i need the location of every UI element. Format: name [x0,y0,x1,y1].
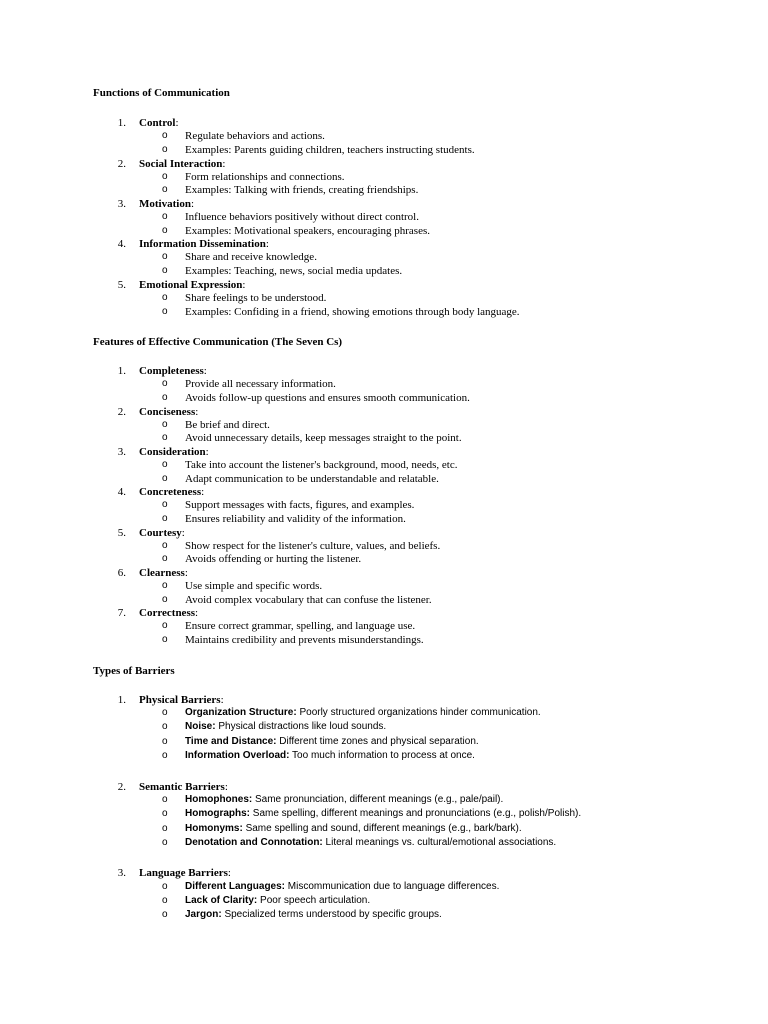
item-label: Semantic Barriers [139,781,225,793]
list-item-heading [139,866,231,880]
sub-item [185,894,370,908]
sub-item-text: Poorly structured organizations hinder communication. [296,707,541,718]
item-suffix: : [265,238,269,250]
item-suffix: : [190,198,195,210]
hollow-bullet-icon: o [162,580,168,591]
list-number: 3. [117,867,126,879]
hollow-bullet-icon: o [162,473,168,484]
list-number: 1. [117,117,126,129]
hollow-bullet-icon: o [162,144,168,155]
sub-item: Share feelings to be understood. [185,292,327,304]
item-label: Concreteness [139,486,202,498]
item-label: Social Interaction [139,158,223,170]
sub-item-term: Different Languages: [185,881,286,892]
hollow-bullet-icon: o [162,265,168,276]
hollow-bullet-icon: o [162,794,168,805]
sub-item-text: Same spelling, different meanings and pronunciations (e.g., polish/Polish). [250,808,582,819]
hollow-bullet-icon: o [162,721,168,732]
hollow-bullet-icon: o [162,306,168,317]
hollow-bullet-icon: o [162,459,168,470]
sub-item-term: Homonyms: [185,823,243,834]
hollow-bullet-icon: o [162,130,168,141]
item-label: Courtesy [139,527,182,539]
hollow-bullet-icon: o [162,881,168,892]
item-suffix: : [195,406,199,418]
list-item-heading [139,780,228,794]
sub-item: Provide all necessary information. [185,378,336,390]
hollow-bullet-icon: o [162,432,168,443]
sub-item: Adapt communication to be understandable and relatable. [185,473,439,485]
list-item-heading [139,526,185,540]
list-number: 2. [117,158,126,170]
item-label: Information Dissemination [139,238,266,250]
list-number: 6. [117,567,126,579]
list-number: 3. [117,446,126,458]
hollow-bullet-icon: o [162,251,168,262]
list-number: 2. [117,781,126,793]
sub-item: Ensures reliability and validity of the information. [185,513,406,525]
sub-item-term: Homophones: [185,794,253,805]
sub-item-text: Miscommunication due to language differences. [285,881,500,892]
hollow-bullet-icon: o [162,620,168,631]
item-suffix: : [205,446,209,458]
sub-item: Take into account the listener's background, mood, needs, etc. [185,459,458,471]
hollow-bullet-icon: o [162,553,168,564]
list-number: 7. [117,607,126,619]
hollow-bullet-icon: o [162,808,168,819]
sub-item [185,720,386,734]
item-label: Language Barriers [139,867,228,879]
list-item-heading [139,405,198,419]
hollow-bullet-icon: o [162,225,168,236]
item-suffix: : [224,781,228,793]
sub-item-term: Denotation and Connotation: [185,837,323,848]
item-suffix: : [227,867,231,879]
item-label: Clearness [139,567,185,579]
hollow-bullet-icon: o [162,594,168,605]
item-label: Correctness [139,607,195,619]
list-item-heading [139,278,245,292]
item-suffix: : [203,365,207,377]
sub-item [185,880,499,894]
item-label: Consideration [139,446,206,458]
list-number: 3. [117,198,126,210]
hollow-bullet-icon: o [162,513,168,524]
item-suffix: : [195,607,199,619]
sub-item: Avoids follow-up questions and ensures smooth communication. [185,392,470,404]
hollow-bullet-icon: o [162,171,168,182]
list-number: 2. [117,406,126,418]
item-label: Motivation [139,198,191,210]
section-title-functions: Functions of Communication [93,87,230,99]
hollow-bullet-icon: o [162,895,168,906]
item-suffix: : [175,117,179,129]
sub-item-term: Information Overload: [185,750,290,761]
hollow-bullet-icon: o [162,419,168,430]
list-item-heading [139,237,269,251]
item-label: Conciseness [139,406,196,418]
sub-item-term: Noise: [185,721,216,732]
item-suffix: : [201,486,205,498]
hollow-bullet-icon: o [162,634,168,645]
sub-item-term: Homographs: [185,808,250,819]
hollow-bullet-icon: o [162,184,168,195]
item-suffix: : [220,694,224,706]
hollow-bullet-icon: o [162,378,168,389]
sub-item [185,807,581,821]
list-number: 5. [117,279,126,291]
sub-item-text: Same spelling and sound, different meanings (e.g., bark/bark). [242,823,522,834]
item-suffix: : [181,527,185,539]
section-title-barriers: Types of Barriers [93,665,175,677]
item-suffix: : [242,279,246,291]
hollow-bullet-icon: o [162,292,168,303]
item-label: Emotional Expression [139,279,243,291]
hollow-bullet-icon: o [162,736,168,747]
list-item-heading [139,445,209,459]
sub-item [185,836,556,850]
list-item-heading [139,157,225,171]
hollow-bullet-icon: o [162,909,168,920]
sub-item: Maintains credibility and prevents misunderstandings. [185,634,424,646]
sub-item: Examples: Motivational speakers, encouraging phrases. [185,225,430,237]
item-suffix: : [222,158,226,170]
hollow-bullet-icon: o [162,750,168,761]
sub-item [185,822,522,836]
sub-item: Ensure correct grammar, spelling, and language use. [185,620,416,632]
sub-item-term: Organization Structure: [185,707,297,718]
sub-item [185,908,442,922]
item-label: Physical Barriers [139,694,221,706]
sub-item: Examples: Teaching, news, social media updates. [185,265,403,277]
sub-item: Share and receive knowledge. [185,251,317,263]
hollow-bullet-icon: o [162,211,168,222]
sub-item-text: Literal meanings vs. cultural/emotional associations. [322,837,557,848]
sub-item-text: Specialized terms understood by specific groups. [221,909,442,920]
section-title-seven-cs: Features of Effective Communication (The Seven Cs) [93,336,343,348]
sub-item [185,749,475,763]
list-number: 5. [117,527,126,539]
sub-item-text: Physical distractions like loud sounds. [215,721,387,732]
sub-item-text: Same pronunciation, different meanings (e.g., pale/pail). [252,794,504,805]
sub-item: Show respect for the listener's culture, values, and beliefs. [185,540,441,552]
list-item-heading [139,116,179,130]
sub-item: Support messages with facts, figures, and examples. [185,499,415,511]
sub-item: Avoids offending or hurting the listener. [185,553,362,565]
list-item-heading [139,197,194,211]
hollow-bullet-icon: o [162,823,168,834]
item-label: Control [139,117,176,129]
list-number: 4. [117,238,126,250]
list-item-heading [139,606,198,620]
sub-item: Be brief and direct. [185,419,270,431]
list-number: 4. [117,486,126,498]
sub-item-term: Jargon: [185,909,222,920]
sub-item-term: Lack of Clarity: [185,895,258,906]
sub-item-term: Time and Distance: [185,736,277,747]
sub-item: Influence behaviors positively without direct control. [185,211,419,223]
hollow-bullet-icon: o [162,837,168,848]
item-suffix: : [184,567,188,579]
sub-item [185,706,541,720]
sub-item: Examples: Parents guiding children, teachers instructing students. [185,144,475,156]
item-label: Completeness [139,365,204,377]
hollow-bullet-icon: o [162,540,168,551]
sub-item: Avoid unnecessary details, keep messages straight to the point. [185,432,462,444]
sub-item: Examples: Talking with friends, creating friendships. [185,184,419,196]
sub-item: Avoid complex vocabulary that can confuse the listener. [185,594,432,606]
sub-item: Examples: Confiding in a friend, showing emotions through body language. [185,306,520,318]
sub-item-text: Different time zones and physical separation. [276,736,479,747]
hollow-bullet-icon: o [162,707,168,718]
hollow-bullet-icon: o [162,392,168,403]
sub-item: Form relationships and connections. [185,171,345,183]
list-item-heading [139,364,207,378]
hollow-bullet-icon: o [162,499,168,510]
list-item-heading [139,693,224,707]
list-item-heading [139,485,204,499]
list-number: 1. [117,365,126,377]
sub-item-text: Poor speech articulation. [257,895,371,906]
list-item-heading [139,566,188,580]
sub-item-text: Too much information to process at once. [289,750,475,761]
sub-item [185,793,503,807]
sub-item: Regulate behaviors and actions. [185,130,325,142]
sub-item [185,735,479,749]
sub-item: Use simple and specific words. [185,580,323,592]
list-number: 1. [117,694,126,706]
